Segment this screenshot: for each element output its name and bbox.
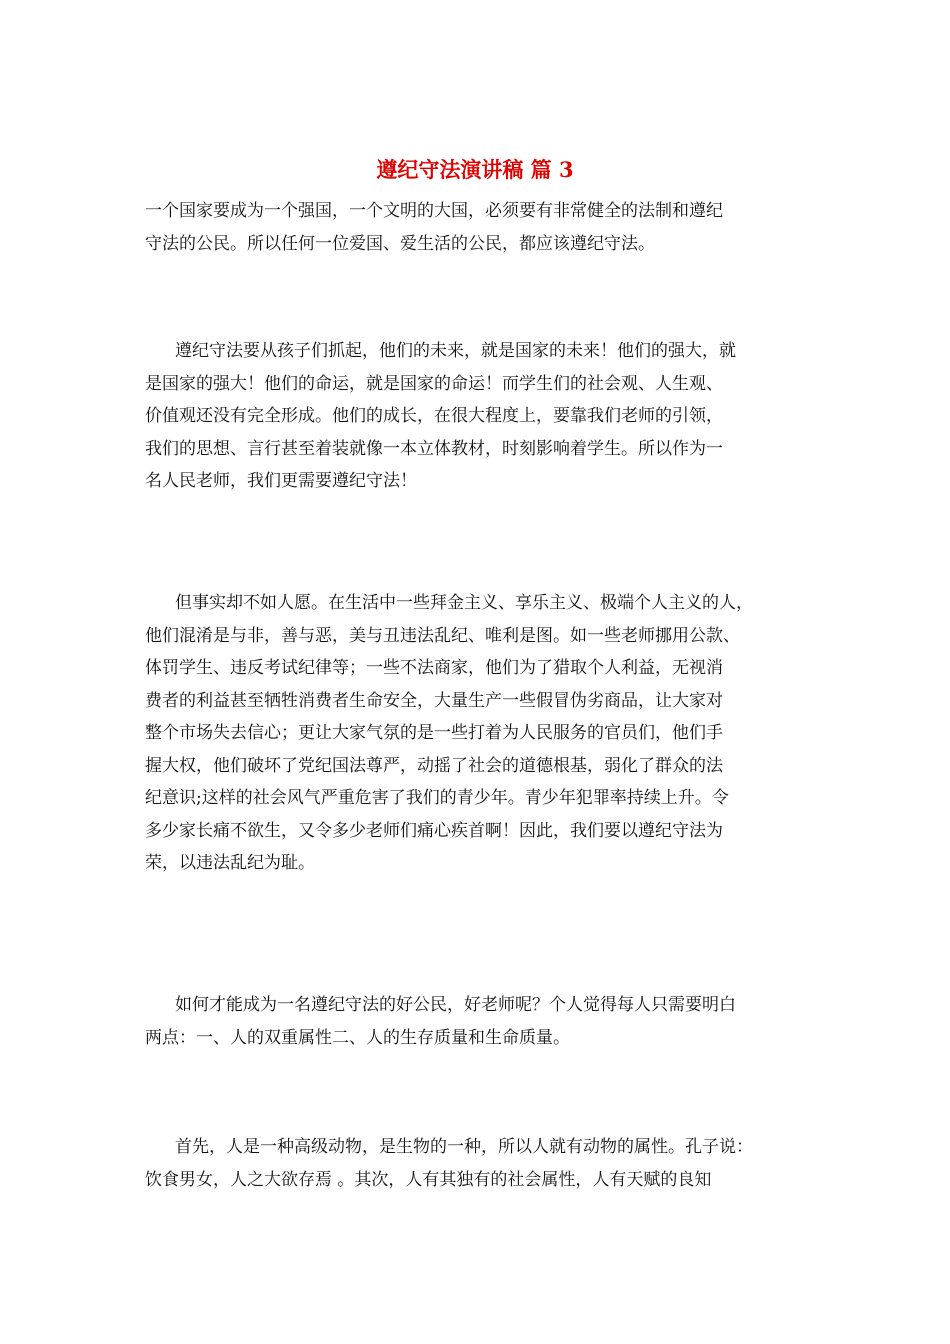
paragraph-line: 守法的公民。所以任何一位爱国、爱生活的公民，都应该遵纪守法。: [145, 233, 655, 254]
paragraph-line: 是国家的强大！他们的命运，就是国家的命运！而学生们的社会观、人生观、: [145, 373, 723, 394]
paragraph-line: 我们的思想、言行甚至着装就像一本立体教材，时刻影响着学生。所以作为一: [145, 438, 723, 459]
paragraph-line: 如何才能成为一名遵纪守法的好公民，好老师呢？个人觉得每人只需要明白: [175, 995, 736, 1015]
paragraph-line: 体罚学生、违反考试纪律等；一些不法商家，他们为了猎取个人利益，无视消: [145, 658, 723, 678]
paragraph-line: 纪意识;这样的社会风气严重危害了我们的青少年。青少年犯罪率持续上升。令: [145, 788, 729, 808]
paragraph-line: 多少家长痛不欲生，又令多少老师们痛心疾首啊！因此，我们要以遵纪守法为: [145, 820, 723, 841]
paragraph-2: [145, 335, 830, 498]
paragraph-line: 荣，以违法乱纪为耻。: [145, 853, 315, 873]
paragraph-line: 遵纪守法要从孩子们抓起，他们的未来，就是国家的未来！他们的强大，就: [175, 341, 736, 361]
paragraph-line: 名人民老师，我们更需要遵纪守法！: [145, 471, 417, 491]
paragraph-line: 首先，人是一种高级动物，是生物的一种，所以人就有动物的属性。孔子说：: [175, 1137, 753, 1157]
paragraph-line: 两点：一、人的双重属性二、人的生存质量和生命质量。: [145, 1027, 570, 1048]
paragraph-line: 价值观还没有完全形成。他们的成长，在很大程度上，要靠我们老师的引领，: [145, 406, 723, 426]
paragraph-line: 他们混淆是与非，善与恶，美与丑违法乱纪、唯利是图。如一些老师挪用公款、: [145, 625, 740, 646]
paragraph-line: 费者的利益甚至牺牲消费者生命安全，大量生产一些假冒伪劣商品，让大家对: [145, 690, 723, 711]
paragraph-5: [145, 1131, 830, 1196]
paragraph-line: 但事实却不如人愿。在生活中一些拜金主义、享乐主义、极端个人主义的人，: [175, 593, 753, 613]
paragraph-line: 一个国家要成为一个强国，一个文明的大国，必须要有非常健全的法制和遵纪: [145, 201, 723, 221]
paragraph-1: [145, 195, 830, 260]
document-title: 遵纪守法演讲稿 篇 3: [376, 157, 574, 182]
paragraph-3: [145, 587, 830, 880]
paragraph-line: 饮食男女，人之大欲存焉 。其次，人有其独有的社会属性，人有天赋的良知: [145, 1169, 712, 1190]
paragraph-4: [145, 989, 830, 1054]
paragraph-line: 握大权，他们破坏了党纪国法尊严，动摇了社会的道德根基，弱化了群众的法: [145, 755, 723, 776]
paragraph-line: 整个市场失去信心；更让大家气氛的是一些打着为人民服务的官员们，他们手: [145, 723, 723, 743]
